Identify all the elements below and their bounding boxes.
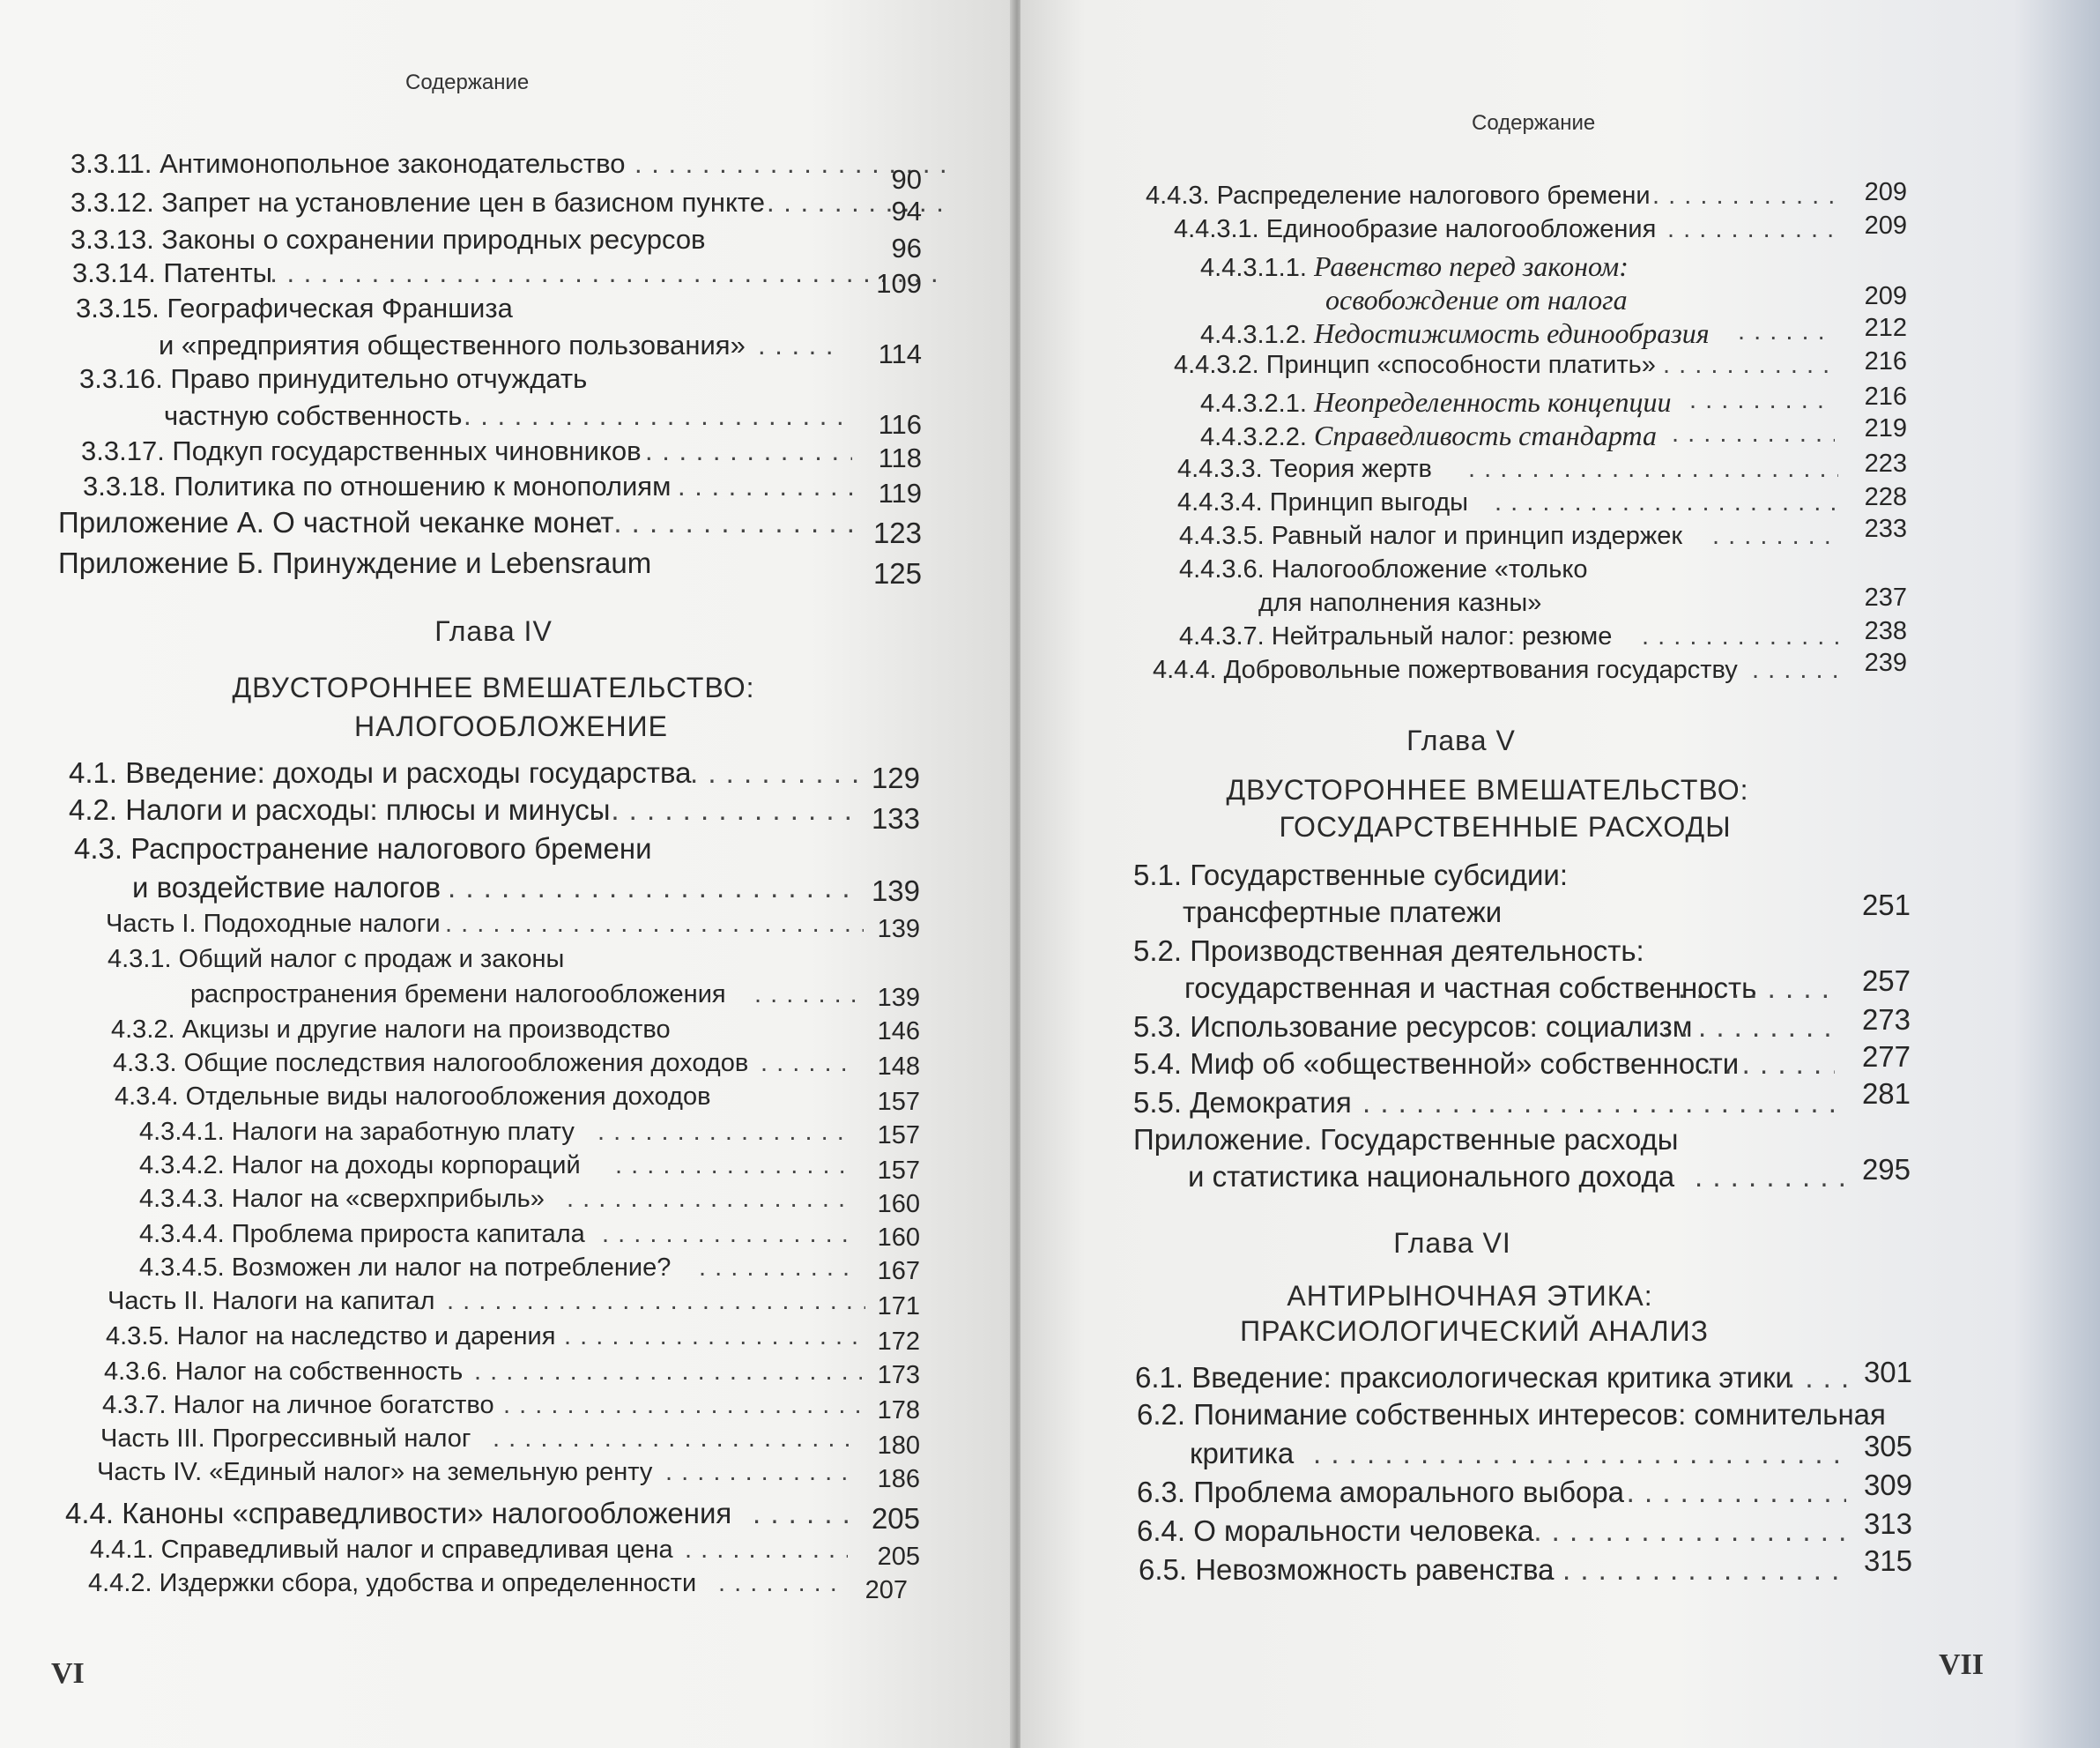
page-number: 313 [1863, 1507, 1912, 1540]
page-number: 209 [1864, 212, 1907, 240]
page-number: 216 [1864, 383, 1907, 411]
toc-entry[interactable]: 4.4.3.2.1. Неопределенность концепции . . . 216 [1200, 388, 1907, 417]
dot-leader [665, 1460, 855, 1485]
toc-entry[interactable]: 4.4.3.2. Принцип «способности платить» . . . 216 [1174, 353, 1907, 378]
dot-leader [754, 982, 864, 1008]
toc-entry[interactable]: 6.1. Введение: праксиологическая критика этики . . . 301 [1135, 1363, 1912, 1392]
dot-leader [1667, 217, 1835, 242]
toc-entry[interactable]: 6.3. Проблема аморального выбора . . . 309 [1137, 1477, 1912, 1506]
toc-entry[interactable]: 4.3.2. Акцизы и другие налоги на производство 146 [111, 1015, 920, 1045]
dot-leader [1738, 319, 1826, 345]
dot-leader [593, 795, 857, 824]
page-number: 257 [1861, 964, 1911, 997]
toc-entry[interactable]: Приложение А. О частной чеканке монет . . . 123 [58, 508, 922, 537]
toc-entry[interactable]: 5.1. Государственные субсидии: [1133, 859, 1569, 891]
dot-leader [503, 1393, 860, 1418]
dot-leader [464, 402, 851, 429]
page-number: 139 [871, 874, 920, 907]
page-number: 96 [891, 233, 922, 264]
page-number: 94 [891, 196, 922, 227]
chapter-title: ДВУСТОРОННЕЕ ВМЕШАТЕЛЬСТВО: [1226, 774, 1749, 806]
dot-leader [1313, 1439, 1851, 1468]
page-number: 118 [878, 443, 922, 473]
toc-entry[interactable]: освобождение от налога 209 [1325, 282, 1907, 316]
dot-leader [1706, 1049, 1835, 1078]
page-number: 139 [877, 915, 920, 943]
dot-leader [567, 1186, 853, 1212]
dot-leader [474, 1359, 862, 1385]
chapter-title: ПРАКСИОЛОГИЧЕСКИЙ АНАЛИЗ [1240, 1315, 1709, 1347]
dot-leader [718, 1571, 846, 1596]
dot-leader [685, 1537, 848, 1563]
chapter-number: Глава V [1406, 725, 1516, 756]
page-number: 109 [876, 268, 922, 299]
page-number: 251 [1861, 889, 1911, 921]
page-number: 315 [1863, 1544, 1912, 1577]
left-page [0, 0, 1013, 1748]
toc-entry[interactable]: 3.3.13. Законы о сохранении природных ресурсов 96 [70, 224, 922, 264]
dot-leader [1787, 1363, 1849, 1392]
page-number: 273 [1861, 1003, 1911, 1036]
page-number: 178 [877, 1396, 920, 1424]
dot-leader [596, 508, 860, 537]
page-number: 90 [891, 164, 922, 195]
dot-leader [645, 437, 852, 465]
dot-leader [602, 1222, 853, 1247]
page-number: 209 [1864, 282, 1907, 310]
dot-leader [493, 1426, 858, 1452]
page-number: 129 [871, 762, 920, 794]
dot-leader [597, 1119, 853, 1145]
dot-leader [1689, 388, 1835, 413]
page-number: 146 [877, 1017, 920, 1045]
toc-entry[interactable]: 4.3.4. Отдельные виды налогообложения доходов 157 [115, 1082, 920, 1116]
dot-leader [448, 873, 857, 902]
page-number: 212 [1864, 314, 1907, 342]
page-number: 160 [877, 1190, 920, 1218]
toc-entry[interactable]: 4.4.3.4. Принцип выгоды . . . 228 [1177, 490, 1907, 516]
toc-entry[interactable]: 5.4. Миф об «общественной» собственности . . . 277 [1133, 1049, 1911, 1078]
page-number: 233 [1864, 515, 1907, 543]
dot-leader [761, 1051, 849, 1076]
page-number: 205 [877, 1543, 920, 1571]
page-number: 114 [878, 338, 922, 369]
toc-entry[interactable]: 4.4.3. Распределение налогового бремени . . . 209 [1146, 183, 1907, 209]
dot-leader [678, 472, 854, 500]
page-number: 116 [878, 409, 922, 440]
toc-entry[interactable]: Часть II. Налоги на капитал . . . 171 [108, 1289, 920, 1314]
toc-entry[interactable]: 5.5. Демократия . . . 281 [1133, 1088, 1911, 1117]
chapter-title: ГОСУДАРСТВЕННЫЕ РАСХОДЫ [1279, 811, 1732, 843]
dot-leader [1672, 421, 1835, 447]
toc-entry[interactable]: Часть IV. «Единый налог» на земельную ренту . . . 186 [97, 1460, 920, 1485]
page-number: 219 [1864, 414, 1907, 443]
page-number: 237 [1864, 584, 1907, 612]
dot-leader [447, 1289, 865, 1314]
page-number: 173 [877, 1361, 920, 1389]
page-number: 123 [872, 517, 922, 549]
page-number: 160 [877, 1224, 920, 1252]
dot-leader [1712, 524, 1840, 549]
page-number: 167 [877, 1257, 920, 1285]
toc-entry[interactable]: для наполнения казны» 237 [1258, 584, 1907, 617]
page-number: 238 [1864, 617, 1907, 645]
toc-entry[interactable]: 4.2. Налоги и расходы: плюсы и минусы . . . 133 [69, 795, 920, 824]
toc-entry[interactable]: 4.4.3.7. Нейтральный налог: резюме . . . 238 [1179, 624, 1907, 650]
toc-entry[interactable]: 4.4.3.1. Единообразие налогообложения . . . 209 [1174, 217, 1907, 242]
toc-entry[interactable]: 5.3. Использование ресурсов: социализм . . . 273 [1133, 1012, 1911, 1041]
toc-entry[interactable]: и воздействие налогов . . . 139 [132, 873, 920, 902]
toc-entry[interactable]: распространения бремени налогообложения . . . 139 [190, 982, 920, 1008]
running-head: Содержание [1472, 111, 1596, 135]
toc-entry[interactable]: 4.4. Каноны «справедливости» налогообложения . . . 205 [65, 1499, 920, 1528]
page-number: 157 [877, 1088, 920, 1116]
page-number: 119 [878, 478, 922, 509]
dot-leader [1516, 1516, 1846, 1545]
dot-leader [1509, 1555, 1848, 1584]
toc-entry[interactable]: 4.3.5. Налог на наследство и дарения . . . 172 [106, 1324, 920, 1350]
chapter-title: ДВУСТОРОННЕЕ ВМЕШАТЕЛЬСТВО: [232, 672, 755, 703]
toc-entry[interactable]: 6.5. Невозможность равенства . . . 315 [1139, 1555, 1912, 1584]
dot-leader [1642, 624, 1840, 650]
toc-entry[interactable]: 4.4.3.1.1. Равенство перед законом: [1200, 250, 1629, 282]
toc-entry[interactable]: Часть I. Подоходные налоги . . . 139 [106, 911, 920, 937]
toc-entry[interactable]: 4.3.4.5. Возможен ли налог на потребление? . . . 167 [139, 1255, 920, 1281]
toc-entry[interactable]: Приложение Б. Принуждение и Lebensraum 125 [58, 547, 922, 590]
toc-entry[interactable]: 6.2. Понимание собственных интересов: сомнительная [1137, 1398, 1886, 1431]
dot-leader [1495, 490, 1838, 516]
dot-leader [699, 1255, 853, 1281]
page-number: 157 [877, 1121, 920, 1149]
toc-entry[interactable]: 4.3.4.4. Проблема прироста капитала . . . 160 [139, 1222, 920, 1247]
dot-leader [253, 259, 940, 286]
dot-leader [615, 1153, 853, 1179]
toc-entry[interactable]: 3.3.15. Географическая Франшиза [76, 293, 513, 324]
toc-entry[interactable]: Часть III. Прогрессивный налог . . . 180 [100, 1426, 920, 1452]
toc-entry[interactable]: 3.3.16. Право принудительно отчуждать [79, 363, 588, 394]
toc-entry[interactable]: и «предприятия общественного пользования» . . . 114 [159, 331, 922, 359]
chapter-number: Глава VI [1393, 1227, 1511, 1259]
dot-leader [1591, 1477, 1846, 1506]
dot-leader [767, 189, 952, 216]
toc-entry[interactable]: 4.4.3.2.2. Справедливость стандарта . . . 219 [1200, 421, 1907, 450]
dot-leader [758, 331, 842, 359]
dot-leader [1652, 183, 1837, 209]
toc-entry[interactable]: критика . . . 305 [1190, 1439, 1912, 1468]
toc-entry[interactable]: 4.3.1. Общий налог с продаж и законы [108, 945, 565, 973]
dot-leader [753, 1499, 858, 1528]
page-number: 223 [1864, 450, 1907, 478]
page-number: 171 [877, 1292, 920, 1320]
toc-entry[interactable]: 4.3.3. Общие последствия налогообложения доходов . . . 148 [113, 1051, 920, 1076]
toc-entry[interactable]: 5.2. Производственная деятельность: [1133, 934, 1644, 967]
toc-entry[interactable]: Приложение. Государственные расходы [1133, 1123, 1679, 1156]
page-number: 228 [1864, 483, 1907, 511]
toc-entry[interactable]: 4.4.3.6. Налогообложение «только [1179, 555, 1588, 584]
page-number: 139 [877, 984, 920, 1012]
page-number: 157 [877, 1157, 920, 1185]
page-folio: VI [51, 1657, 85, 1690]
page-number: 148 [877, 1053, 920, 1081]
toc-entry[interactable]: 4.4.1. Справедливый налог и справедливая цена . . . 205 [90, 1537, 920, 1563]
chapter-number: Глава IV [434, 615, 553, 647]
toc-entry[interactable]: 4.3.4.2. Налог на доходы корпораций . . . 157 [139, 1153, 920, 1179]
dot-leader [690, 758, 857, 787]
dot-leader [1678, 973, 1837, 1002]
page-number: 301 [1863, 1356, 1912, 1388]
page-number: 216 [1864, 347, 1907, 376]
toc-entry[interactable]: 3.3.14. Патенты . . . 109 [72, 259, 922, 286]
page-number: 277 [1861, 1040, 1911, 1073]
dot-leader [1468, 457, 1838, 482]
toc-entry[interactable]: 4.3.4.3. Налог на «сверхприбыль» . . . 160 [139, 1186, 920, 1212]
toc-entry[interactable]: государственная и частная собственность . . . 257 [1184, 973, 1911, 1002]
toc-entry[interactable]: 4.1. Введение: доходы и расходы государства . . . 129 [69, 758, 920, 787]
toc-entry[interactable]: 3.3.18. Политика по отношению к монополиям . . . 119 [83, 472, 922, 500]
toc-entry[interactable]: 4.4.3.3. Теория жертв . . . 223 [1177, 457, 1907, 482]
running-head: Содержание [405, 71, 530, 94]
toc-entry[interactable]: 4.4.2. Издержки сбора, удобства и определенности . . . 207 [88, 1571, 908, 1596]
right-page [1020, 0, 2100, 1748]
page-number: 172 [877, 1328, 920, 1356]
toc-entry[interactable]: 4.3.6. Налог на собственность . . . 173 [104, 1359, 920, 1385]
toc-entry[interactable]: 4.4.3.5. Равный налог и принцип издержек . . . 233 [1179, 524, 1907, 549]
page-number: 281 [1861, 1077, 1911, 1110]
page-folio: VII [1939, 1648, 1985, 1681]
page-number: 295 [1861, 1153, 1911, 1186]
page-number: 180 [877, 1432, 920, 1460]
toc-entry[interactable]: 4.4.3.1.2. Недостижимость единообразия . . . 212 [1200, 319, 1907, 348]
toc-entry[interactable]: 4.3.7. Налог на личное богатство . . . 178 [102, 1393, 920, 1418]
toc-entry[interactable]: 4.3.4.1. Налоги на заработную плату . . . 157 [139, 1119, 920, 1145]
page-number: 125 [872, 557, 922, 590]
page-number: 209 [1864, 178, 1907, 206]
toc-entry[interactable]: частную собственность . . . 116 [164, 402, 922, 429]
page-number: 239 [1864, 649, 1907, 677]
dot-leader [564, 1324, 864, 1350]
toc-entry[interactable]: 4.3. Распространение налогового бремени [74, 832, 652, 865]
toc-entry[interactable]: и статистика национального дохода . . . 295 [1188, 1162, 1911, 1191]
toc-entry[interactable]: 3.3.17. Подкуп государственных чиновников . . . 118 [81, 437, 922, 465]
toc-entry[interactable]: 3.3.11. Антимонопольное законодательство . . . 90 [70, 150, 922, 177]
toc-entry[interactable]: 3.3.12. Запрет на установление цен в базисном пункте . . . 94 [70, 189, 922, 216]
toc-entry[interactable]: трансфертные платежи 251 [1183, 889, 1911, 928]
dot-leader [1752, 658, 1840, 683]
dot-leader [1644, 1012, 1835, 1041]
toc-entry[interactable]: 6.4. О моральности человека . . . 313 [1137, 1516, 1912, 1545]
toc-entry[interactable]: 4.4.4. Добровольные пожертвования государству . . . 239 [1153, 658, 1907, 683]
page-number: 309 [1863, 1469, 1912, 1501]
dot-leader [1663, 353, 1835, 378]
page-number: 205 [871, 1502, 920, 1535]
chapter-title: АНТИРЫНОЧНАЯ ЭТИКА: [1287, 1280, 1653, 1312]
page-number: 207 [864, 1576, 908, 1604]
dot-leader [445, 911, 864, 937]
page-number: 133 [871, 802, 920, 835]
chapter-title: НАЛОГООБЛОЖЕНИЕ [354, 710, 668, 742]
page-number: 186 [877, 1465, 920, 1493]
dot-leader [1362, 1088, 1835, 1117]
page-number: 305 [1863, 1430, 1912, 1462]
dot-leader [1695, 1162, 1844, 1191]
